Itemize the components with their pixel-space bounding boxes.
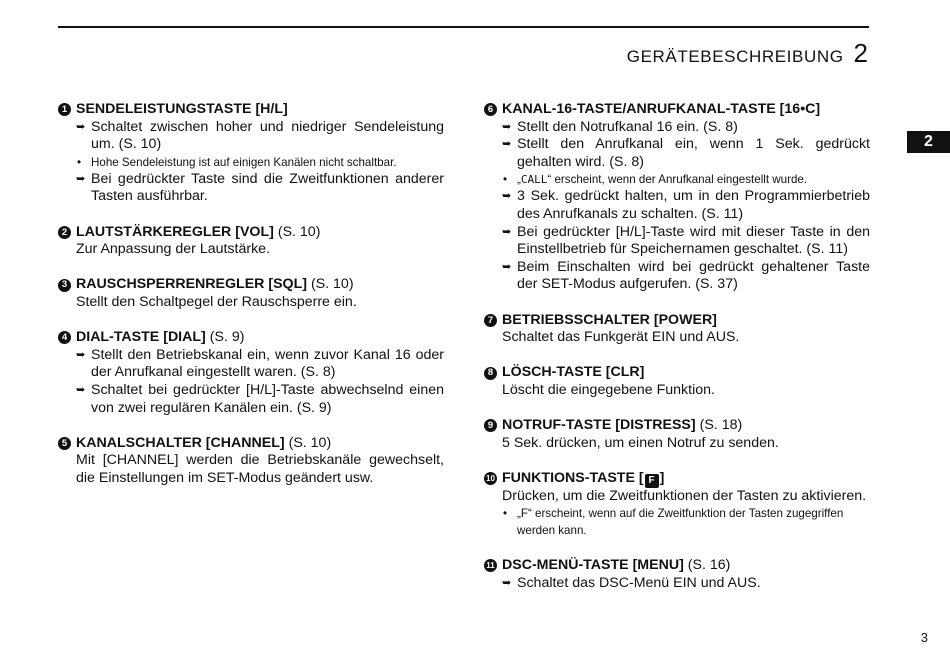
arrow-icon: ➥ [76,120,86,133]
item-text: 3 Sek. gedrückt halten, um in den Programmierbetrieb des Anrufkanals zu schalten. (S. 11) [517,188,870,222]
item-9 [484,417,870,452]
number-badge: 4 [58,331,71,344]
arrow-icon: ➥ [76,172,86,185]
item-11 [484,557,870,592]
arrow-icon: ➥ [76,348,86,361]
number-badge: 9 [484,419,497,432]
chapter-tab: 2 [907,131,950,153]
number-badge: 8 [484,367,497,380]
lcd-call-indicator: CALL [520,173,548,187]
item-text: Bei gedrückter Taste sind die Zweitfunktionen anderer Tasten ausführbar. [91,170,444,205]
bullet-icon: • [77,155,82,169]
item-text: Beim Einschalten wird bei gedrückt gehaltener Taste der SET-Modus aufgerufen. (S. 37) [517,258,870,293]
item-title: KANAL-16-TASTE/ANRUFKANAL-TASTE [16•C] [502,101,821,117]
arrow-icon: ➥ [502,225,512,238]
number-badge: 10 [484,472,497,485]
item-text: Schaltet das DSC-Menü EIN und AUS. [517,574,761,591]
page-number: 3 [920,630,928,645]
arrow-icon: ➥ [502,576,512,589]
item-title: DIAL-TASTE [DIAL] [76,329,206,346]
bullet-icon: • [503,173,508,187]
item-7 [484,312,870,347]
header-rule [58,26,869,28]
item-title: KANALSCHALTER [CHANNEL] [76,434,285,451]
item-note: „F“ erscheint, wenn auf die Zweitfunktion der Tasten zugegriffen werden kann. [517,507,844,538]
item-title: SENDELEISTUNGSTASTE [H/L] [76,101,288,117]
page-ref: (S. 9) [209,329,245,346]
item-text: Drücken, um die Zweitfunktionen der Tasten zu aktivieren. [502,487,867,504]
item-text: Löscht die eingegebene Funktion. [502,381,715,398]
item-text: Bei gedrückter [H/L]-Taste wird mit dieser Taste in den Einstellbetrieb für Speichernamen geschaltet. (S. 11) [517,223,870,258]
page-ref: (S. 18) [699,417,743,434]
item-text: Schaltet bei gedrückter [H/L]-Taste abwechselnd einen von zwei regulären Kanälen ein. (S. 9) [91,381,444,416]
item-text: Zur Anpassung der Lautstärke. [76,241,271,258]
chapter-title: GERÄTEBESCHREIBUNG [626,47,844,66]
right-column [484,101,870,610]
number-badge: 11 [484,559,497,572]
item-text: Schaltet zwischen hoher und niedriger Sendeleistung um. (S. 10) [91,118,444,153]
number-badge: 2 [58,226,71,239]
item-title: FUNKTIONS-TASTE [ F ] [502,469,665,486]
item-text: Schaltet das Funkgerät EIN und AUS. [502,329,740,346]
item-2 [58,224,444,259]
item-title: LAUTSTÄRKEREGLER [VOL] [76,223,274,240]
chapter-header [627,38,868,69]
item-text: Stellt den Anrufkanal ein, wenn 1 Sek. gedrückt gehalten wird. (S. 8) [517,136,870,170]
item-text: 5 Sek. drücken, um einen Notruf zu senden. [502,434,779,451]
item-title: NOTRUF-TASTE [DISTRESS] [502,417,696,434]
arrow-icon: ➥ [502,138,512,151]
number-badge: 6 [484,103,497,116]
page-ref: (S. 10) [310,276,354,293]
page-ref: (S. 16) [687,557,731,574]
item-title: DSC-MENÜ-TASTE [MENU] [502,557,684,574]
arrow-icon: ➥ [502,120,512,133]
item-text: Stellt den Notrufkanal 16 ein. (S. 8) [517,118,738,135]
item-note: “ erscheint, wenn der Anrufkanal eingestellt wurde. [547,173,808,187]
function-key-icon: F [645,474,659,488]
chapter-number: 2 [853,38,868,68]
item-6: 6 KANAL-16-TASTE/ANRUFKANAL-TASTE [16•C] ➥ Stellt den Notrufkanal 16 ein. (S. 8) ➥ Stellt den Anrufkanal ein, wenn 1 Sek. gedrückt gehalten wird. (S. 8) • „CALL“ erscheint, wenn der Anrufkanal eingestellt wurde. ➥ 3 Sek. gedrückt halten, um in den Programmierbetrieb des Anrufkanals zu schalten. (S. 11) ➥ Bei gedrückter [H/L]-Taste wird mit dieser Taste in den Einstellbetrieb für Speichernamen geschaltet. (S. 11) ➥ Beim Einschalten wird bei gedrückt gehaltener Taste der SET-Modus aufgerufen. (S. 37) [484,101,870,294]
item-text: Mit [CHANNEL] werden die Betriebskanäle gewechselt, die Einstellungen im SET-Modus geändert usw. [76,452,444,486]
item-title: LÖSCH-TASTE [CLR] [502,364,645,381]
number-badge: 1 [58,103,71,116]
item-8 [484,364,870,399]
item-text: Stellt den Betriebskanal ein, wenn zuvor Kanal 16 oder der Anrufkanal eingestellt waren. (S. 8) [91,346,444,381]
arrow-icon: ➥ [502,260,512,273]
item-note: Hohe Sendeleistung ist auf einigen Kanälen nicht schaltbar. [91,155,397,169]
item-title: RAUSCHSPERRENREGLER [SQL] [76,276,307,293]
item-1 [58,101,444,206]
item-text: Stellt den Schaltpegel der Rauschsperre ein. [76,293,357,310]
bullet-icon: • [503,507,508,521]
item-title: BETRIEBSSCHALTER [POWER] [502,311,717,328]
item-10 [484,470,870,540]
page-ref: (S. 10) [288,434,332,451]
arrow-icon: ➥ [76,383,86,396]
item-3 [58,276,444,311]
page-ref: (S. 10) [277,223,321,240]
number-badge: 5 [58,437,71,450]
item-4 [58,329,444,417]
arrow-icon: ➥ [502,190,512,203]
item-5 [58,435,444,488]
number-badge: 7 [484,314,497,327]
left-column [58,101,444,505]
number-badge: 3 [58,279,71,292]
